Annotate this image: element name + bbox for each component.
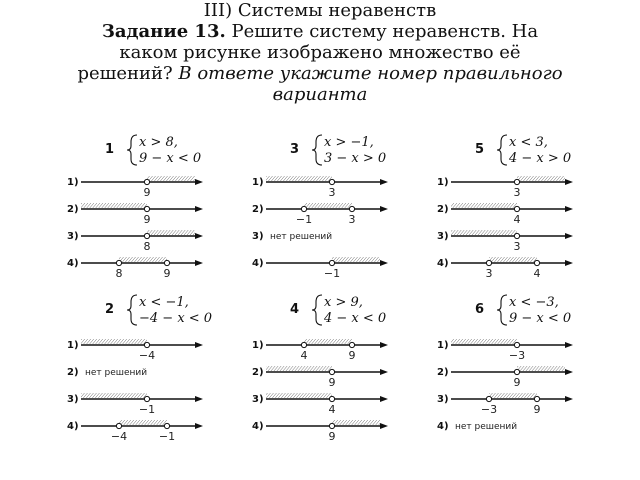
solution-hatching — [451, 339, 517, 344]
inequality-2: −4 − x < 0 — [139, 311, 213, 326]
option-label: 3) — [437, 394, 449, 405]
option-label: 4) — [437, 258, 449, 269]
open-point-icon — [144, 179, 149, 184]
solution-hatching — [266, 393, 332, 398]
solution-hatching — [332, 257, 380, 262]
tick-label: 4 — [533, 267, 541, 280]
option-label: 2) — [67, 204, 79, 215]
option-label: 3) — [252, 394, 264, 405]
option-label: 3) — [437, 231, 449, 242]
inequality-1: x < −3, — [509, 295, 559, 310]
option-4[interactable] — [67, 257, 203, 280]
tick-label: 8 — [115, 267, 123, 280]
option-label: 2) — [437, 204, 449, 215]
tick-label: −1 — [138, 403, 156, 416]
arrow-right-icon — [565, 206, 573, 212]
option-label: 4) — [252, 421, 264, 432]
option-4[interactable] — [437, 257, 573, 280]
open-point-icon — [144, 206, 149, 211]
open-point-icon — [144, 233, 149, 238]
solution-hatching — [332, 420, 380, 425]
solution-hatching — [266, 366, 332, 371]
open-point-icon — [486, 260, 491, 265]
solution-hatching — [517, 366, 565, 371]
no-solutions-text: нет решений — [270, 232, 333, 242]
option-1[interactable] — [437, 339, 573, 362]
tick-label: −1 — [158, 430, 176, 443]
solution-hatching — [147, 176, 195, 181]
open-point-icon — [144, 342, 149, 347]
option-label: 1) — [437, 177, 449, 188]
open-point-icon — [329, 423, 334, 428]
variant-3 — [252, 135, 388, 280]
option-4[interactable] — [252, 420, 388, 443]
tick-label: 4 — [300, 349, 308, 362]
system-brace-icon — [497, 135, 507, 165]
open-point-icon — [164, 423, 169, 428]
option-2[interactable] — [437, 366, 573, 389]
inequality-1: x < 3, — [509, 135, 548, 150]
open-point-icon — [116, 423, 121, 428]
option-1[interactable] — [67, 339, 203, 362]
arrow-right-icon — [380, 206, 388, 212]
system-brace-icon — [127, 295, 137, 325]
arrow-right-icon — [380, 423, 388, 429]
open-point-icon — [514, 233, 519, 238]
open-point-icon — [486, 396, 491, 401]
option-1[interactable] — [437, 176, 573, 199]
tick-label: 9 — [143, 213, 151, 226]
tick-label: −4 — [110, 430, 128, 443]
open-point-icon — [514, 206, 519, 211]
option-4[interactable] — [67, 420, 203, 443]
arrow-right-icon — [195, 179, 203, 185]
option-1[interactable] — [67, 176, 203, 199]
tick-label: 3 — [348, 213, 356, 226]
open-point-icon — [349, 342, 354, 347]
open-point-icon — [329, 179, 334, 184]
inequality-1: x > 8, — [139, 135, 178, 150]
option-label: 4) — [437, 421, 449, 432]
inequality-2: 4 − x > 0 — [509, 151, 572, 166]
open-point-icon — [329, 396, 334, 401]
inequality-2: 4 − x < 0 — [324, 311, 387, 326]
tick-label: 9 — [348, 349, 356, 362]
variant-6 — [437, 295, 573, 432]
tick-label: −4 — [138, 349, 156, 362]
solution-hatching — [147, 230, 195, 235]
option-4[interactable] — [252, 257, 388, 280]
option-3[interactable] — [252, 393, 388, 416]
system-brace-icon — [312, 295, 322, 325]
task-label: Задание 13. — [101, 21, 226, 42]
task-line-3: каком рисунке изображено множество её — [119, 42, 521, 63]
tick-label: 9 — [328, 430, 336, 443]
variant-1 — [67, 135, 203, 280]
open-point-icon — [514, 369, 519, 374]
option-label: 1) — [67, 340, 79, 351]
tick-label: 3 — [513, 186, 521, 199]
system-brace-icon — [497, 295, 507, 325]
solution-hatching — [81, 339, 147, 344]
tick-label: 3 — [328, 186, 336, 199]
option-1[interactable] — [252, 339, 388, 362]
arrow-right-icon — [380, 369, 388, 375]
option-label: 1) — [252, 177, 264, 188]
option-label: 2) — [67, 367, 79, 378]
variant-number: 1 — [105, 142, 115, 157]
tick-label: 9 — [143, 186, 151, 199]
open-point-icon — [116, 260, 121, 265]
tick-label: 9 — [163, 267, 171, 280]
inequality-2: 3 − x > 0 — [324, 151, 387, 166]
arrow-right-icon — [565, 342, 573, 348]
solution-hatching — [451, 230, 517, 235]
task-text-4-italic: В ответе укажите номер правильного — [178, 63, 563, 84]
open-point-icon — [514, 179, 519, 184]
tick-label: 9 — [533, 403, 541, 416]
option-label: 4) — [67, 258, 79, 269]
option-3[interactable] — [67, 230, 203, 253]
arrow-right-icon — [565, 260, 573, 266]
task-text-1: Решите систему неравенств. На — [225, 21, 539, 42]
inequality-2: 9 − x < 0 — [139, 151, 202, 166]
section-title: III) Системы неравенств — [203, 0, 437, 21]
arrow-right-icon — [565, 233, 573, 239]
option-label: 1) — [67, 177, 79, 188]
open-point-icon — [301, 342, 306, 347]
option-2[interactable] — [67, 367, 147, 378]
tick-label: −3 — [508, 349, 526, 362]
open-point-icon — [349, 206, 354, 211]
option-label: 1) — [437, 340, 449, 351]
open-point-icon — [329, 369, 334, 374]
option-2[interactable] — [252, 203, 388, 226]
arrow-right-icon — [195, 206, 203, 212]
solution-hatching — [451, 203, 517, 208]
variant-number: 3 — [290, 142, 300, 157]
solution-hatching — [119, 420, 167, 425]
option-label: 3) — [67, 394, 79, 405]
option-2[interactable] — [67, 203, 203, 226]
open-point-icon — [534, 396, 539, 401]
arrow-right-icon — [565, 396, 573, 402]
variant-2 — [67, 295, 212, 443]
inequality-1: x > −1, — [324, 135, 374, 150]
option-3[interactable] — [252, 231, 332, 242]
open-point-icon — [164, 260, 169, 265]
tick-label: 9 — [513, 376, 521, 389]
tick-label: 3 — [485, 267, 493, 280]
option-label: 3) — [67, 231, 79, 242]
arrow-right-icon — [195, 260, 203, 266]
system-brace-icon — [312, 135, 322, 165]
solution-hatching — [304, 203, 352, 208]
arrow-right-icon — [380, 396, 388, 402]
tick-label: 3 — [513, 240, 521, 253]
inequality-1: x > 9, — [324, 295, 363, 310]
option-label: 4) — [252, 258, 264, 269]
solution-hatching — [81, 393, 147, 398]
no-solutions-text: нет решений — [85, 368, 148, 378]
option-label: 4) — [67, 421, 79, 432]
arrow-right-icon — [565, 369, 573, 375]
open-point-icon — [514, 342, 519, 347]
option-4[interactable] — [437, 421, 517, 432]
option-3[interactable] — [437, 230, 573, 253]
option-label: 2) — [252, 367, 264, 378]
solution-hatching — [489, 257, 537, 262]
tick-label: 4 — [328, 403, 336, 416]
variant-number: 5 — [475, 142, 485, 157]
arrow-right-icon — [195, 342, 203, 348]
option-label: 3) — [252, 231, 264, 242]
variant-number: 6 — [475, 302, 485, 317]
solution-hatching — [81, 203, 147, 208]
option-2[interactable] — [437, 203, 573, 226]
open-point-icon — [144, 396, 149, 401]
arrow-right-icon — [195, 396, 203, 402]
solution-hatching — [266, 176, 332, 181]
open-point-icon — [329, 260, 334, 265]
tick-label: −1 — [323, 267, 341, 280]
option-3[interactable] — [67, 393, 203, 416]
option-label: 2) — [252, 204, 264, 215]
arrow-right-icon — [195, 423, 203, 429]
variant-number: 4 — [290, 302, 300, 317]
option-label: 1) — [252, 340, 264, 351]
option-1[interactable] — [252, 176, 388, 199]
solution-hatching — [517, 176, 565, 181]
tick-label: 8 — [143, 240, 151, 253]
option-label: 2) — [437, 367, 449, 378]
option-2[interactable] — [252, 366, 388, 389]
task-line-5: варианта — [272, 84, 368, 105]
variant-number: 2 — [105, 302, 115, 317]
arrow-right-icon — [380, 342, 388, 348]
option-3[interactable] — [437, 393, 573, 416]
tick-label: −3 — [480, 403, 498, 416]
tick-label: 4 — [513, 213, 521, 226]
open-point-icon — [301, 206, 306, 211]
system-brace-icon — [127, 135, 137, 165]
solution-hatching — [304, 339, 352, 344]
arrow-right-icon — [380, 179, 388, 185]
solution-hatching — [119, 257, 167, 262]
variant-5 — [437, 135, 573, 280]
open-point-icon — [534, 260, 539, 265]
arrow-right-icon — [195, 233, 203, 239]
arrow-right-icon — [565, 179, 573, 185]
tick-label: −1 — [295, 213, 313, 226]
variant-4 — [252, 295, 388, 443]
no-solutions-text: нет решений — [455, 422, 518, 432]
tick-label: 9 — [328, 376, 336, 389]
task-text-4-plain: решений? — [77, 63, 179, 84]
solution-hatching — [489, 393, 537, 398]
arrow-right-icon — [380, 260, 388, 266]
inequality-2: 9 − x < 0 — [509, 311, 572, 326]
inequality-1: x < −1, — [139, 295, 189, 310]
